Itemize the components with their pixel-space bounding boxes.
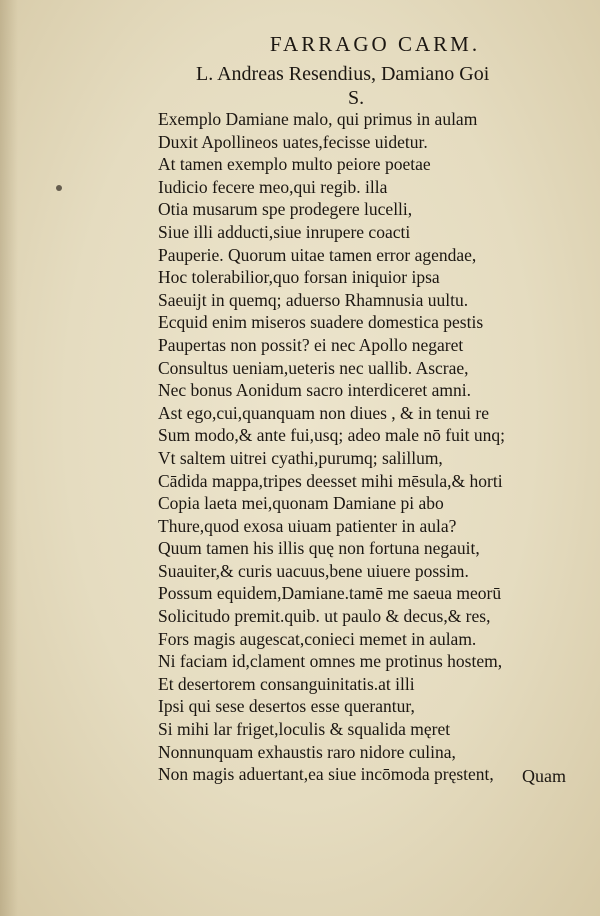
verse-line: Suauiter,& curis uacuus,bene uiuere possim. — [158, 560, 469, 581]
verse-line: Thure,quod exosa uiuam patienter in aula? — [158, 515, 457, 536]
verse-line: Saeuijt in quemq; aduerso Rhamnusia uultu. — [158, 289, 469, 310]
verse-line: Ipsi qui sese desertos esse querantur, — [158, 696, 415, 717]
verse-line: Nec bonus Aonidum sacro interdiceret amni. — [158, 380, 471, 401]
poem-verse — [158, 108, 588, 786]
verse-line: Siue illi adducti,siue inrupere coacti — [158, 221, 411, 242]
verse-line: Non magis aduertant,ea siue incōmoda pręstent, — [158, 764, 494, 785]
verse-line: Et desertorem consanguinitatis.at illi — [158, 673, 415, 694]
running-head: FARRAGO CARM. — [269, 32, 481, 56]
verse-line: Exemplo Damiane malo, qui primus in aulam — [158, 109, 478, 129]
verse-line: Sum modo,& ante fui,usq; adeo male nō fuit unq; — [158, 425, 506, 446]
verse-line: Possum equidem,Damiane.tamē me saeua meorū — [158, 583, 502, 604]
verse-line: Paupertas non possit? ei nec Apollo negaret — [158, 334, 464, 355]
verse-line: Pauperie. Quorum uitae tamen error agendae, — [158, 244, 477, 265]
verse-line: Ni faciam id,clament omnes me protinus hostem, — [158, 651, 503, 672]
verse-line: Nonnunquam exhaustis raro nidore culina, — [158, 741, 456, 762]
verse-line: Hoc tolerabilior,quo forsan iniquior ipsa — [158, 267, 440, 288]
verse-line: Fors magis augescat,conieci memet in aulam. — [158, 628, 477, 649]
verse-line: Otia musarum spe prodegere lucelli, — [158, 199, 413, 220]
verse-line: Vt saltem uitrei cyathi,purumq; salillum, — [158, 447, 443, 468]
verse-line: Copia laeta mei,quonam Damiane pi abo — [158, 493, 444, 514]
verse-line: Si mihi lar friget,loculis & squalida męret — [158, 719, 451, 740]
ink-spot-mark — [56, 185, 62, 191]
poem-title: L. Andreas Resendius, Damiano Goi — [196, 63, 490, 85]
verse-line: Solicitudo premit.quib. ut paulo & decus,& res, — [158, 606, 491, 627]
verse-line: Duxit Apollineos uates,fecisse uidetur. — [158, 131, 428, 152]
verse-line: Ecquid enim miseros suadere domestica pestis — [158, 312, 484, 333]
page-edge-shadow — [0, 0, 18, 916]
verse-line: Iudicio fecere meo,qui regib. illa — [158, 176, 388, 197]
poem-title-continuation: S. — [348, 87, 365, 109]
verse-line: Quum tamen his illis quę non fortuna negauit, — [158, 538, 480, 559]
verse-line: At tamen exemplo multo peiore poetae — [158, 154, 431, 175]
verse-line: Ast ego,cui,quanquam non diues , & in tenui re — [158, 402, 489, 423]
verse-line: Cādida mappa,tripes deesset mihi mēsula,& horti — [158, 470, 503, 491]
catchword: Quam — [522, 766, 566, 786]
verse-line: Consultus ueniam,ueteris nec uallib. Ascrae, — [158, 357, 469, 378]
